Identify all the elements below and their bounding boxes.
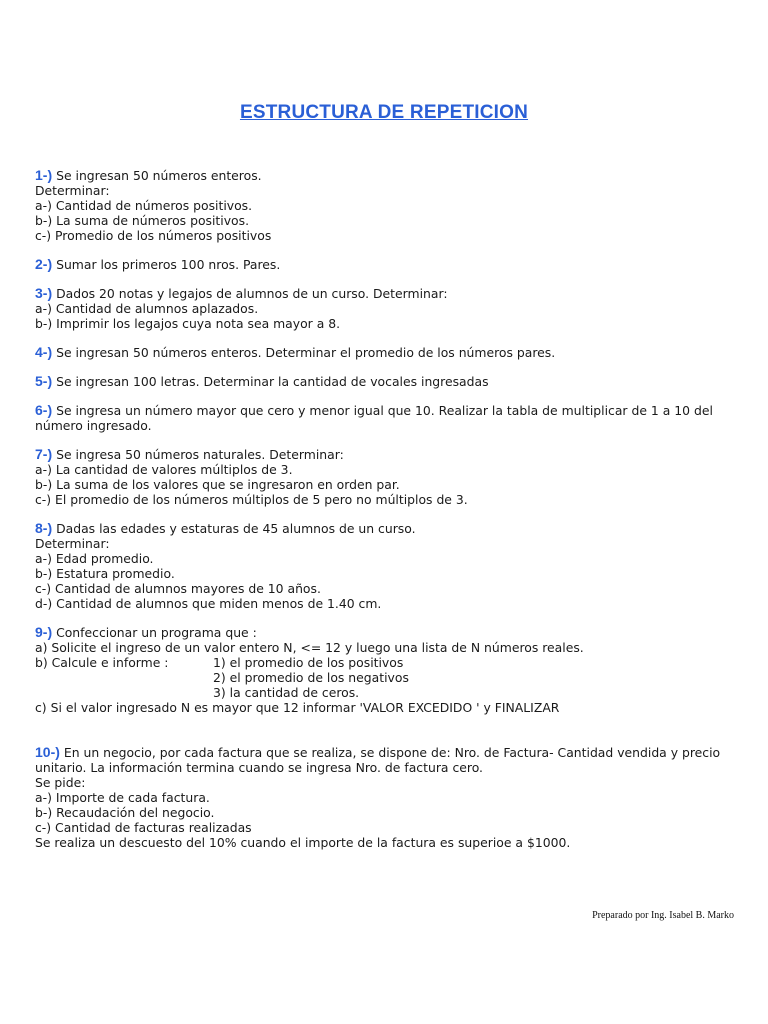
exercise-7 bbox=[35, 447, 740, 507]
exercise-line: a-) Cantidad de números positivos. bbox=[35, 198, 253, 213]
exercise-9 bbox=[35, 625, 740, 715]
exercise-line: c) Si el valor ingresado N es mayor que 12 informar 'VALOR EXCEDIDO ' y FINALIZAR bbox=[35, 700, 560, 715]
exercise-number: 2-) bbox=[35, 256, 53, 272]
exercise-line: a-) Importe de cada factura. bbox=[35, 790, 210, 805]
exercise-number: 3-) bbox=[35, 285, 53, 301]
exercise-line: Se realiza un descuesto del 10% cuando el importe de la factura es superioe a $1000. bbox=[35, 835, 571, 850]
exercise-number: 8-) bbox=[35, 520, 53, 536]
exercise-line: c-) El promedio de los números múltiplos de 5 pero no múltiplos de 3. bbox=[35, 492, 468, 507]
exercise-line: d-) Cantidad de alumnos que miden menos de 1.40 cm. bbox=[35, 596, 382, 611]
exercise-lead: Dadas las edades y estaturas de 45 alumnos de un curso. bbox=[56, 521, 416, 536]
exercise-lead: Se ingresan 100 letras. Determinar la cantidad de vocales ingresadas bbox=[56, 374, 489, 389]
exercise-lead: Dados 20 notas y legajos de alumnos de un curso. Determinar: bbox=[56, 286, 448, 301]
exercise-number: 4-) bbox=[35, 344, 53, 360]
exercise-lead: Se ingresa 50 números naturales. Determinar: bbox=[56, 447, 344, 462]
calc-row bbox=[35, 655, 740, 670]
exercise-2 bbox=[35, 257, 740, 272]
exercise-8 bbox=[35, 521, 740, 611]
exercise-number: 10-) bbox=[35, 744, 60, 760]
exercise-list bbox=[35, 168, 740, 864]
exercise-line: Determinar: bbox=[35, 183, 110, 198]
page-title: ESTRUCTURA DE REPETICION bbox=[239, 102, 529, 123]
exercise-lead: Se ingresan 50 números enteros. Determinar el promedio de los números pares. bbox=[56, 345, 556, 360]
exercise-5 bbox=[35, 374, 740, 389]
exercise-line: Se pide: bbox=[35, 775, 86, 790]
exercise-line: b-) Recaudación del negocio. bbox=[35, 805, 215, 820]
exercise-line: a-) Cantidad de alumnos aplazados. bbox=[35, 301, 259, 316]
author-footer: Preparado por Ing. Isabel B. Marko bbox=[592, 910, 734, 921]
exercise-10 bbox=[35, 745, 740, 850]
calc-label: b) Calcule e informe : bbox=[35, 655, 169, 670]
exercise-lead: Confeccionar un programa que : bbox=[56, 625, 257, 640]
calc-item: 2) el promedio de los negativos bbox=[213, 670, 409, 685]
exercise-lead: Sumar los primeros 100 nros. Pares. bbox=[56, 257, 281, 272]
exercise-4 bbox=[35, 345, 740, 360]
exercise-line: Determinar: bbox=[35, 536, 110, 551]
exercise-number: 5-) bbox=[35, 373, 53, 389]
exercise-lead: Se ingresan 50 números enteros. bbox=[56, 168, 262, 183]
exercise-lead: En un negocio, por cada factura que se realiza, se dispone de: Nro. de Factura- Cantidad vendida y precio unitario. La información termina cuando se ingresa Nro. de factura cero. bbox=[35, 745, 721, 775]
exercise-line: a-) Edad promedio. bbox=[35, 551, 154, 566]
exercise-line: a) Solicite el ingreso de un valor entero N, <= 12 y luego una lista de N números reales. bbox=[35, 640, 584, 655]
exercise-line: b-) La suma de los valores que se ingresaron en orden par. bbox=[35, 477, 400, 492]
exercise-line: b-) Imprimir los legajos cuya nota sea mayor a 8. bbox=[35, 316, 341, 331]
exercise-line: c-) Cantidad de facturas realizadas bbox=[35, 820, 252, 835]
exercise-6 bbox=[35, 403, 740, 433]
exercise-line: c-) Cantidad de alumnos mayores de 10 años. bbox=[35, 581, 321, 596]
exercise-line: b-) Estatura promedio. bbox=[35, 566, 175, 581]
exercise-line: c-) Promedio de los números positivos bbox=[35, 228, 272, 243]
exercise-number: 7-) bbox=[35, 446, 53, 462]
exercise-line: a-) La cantidad de valores múltiplos de 3. bbox=[35, 462, 293, 477]
exercise-3 bbox=[35, 286, 740, 331]
exercise-number: 6-) bbox=[35, 402, 53, 418]
exercise-number: 1-) bbox=[35, 167, 53, 183]
exercise-number: 9-) bbox=[35, 624, 53, 640]
exercise-1 bbox=[35, 168, 740, 243]
calc-item: 1) el promedio de los positivos bbox=[213, 655, 404, 670]
calc-item: 3) la cantidad de ceros. bbox=[213, 685, 360, 700]
exercise-lead: Se ingresa un número mayor que cero y menor igual que 10. Realizar la tabla de multiplicar de 1 a 10 del número ingresado. bbox=[35, 403, 713, 433]
exercise-line: b-) La suma de números positivos. bbox=[35, 213, 250, 228]
